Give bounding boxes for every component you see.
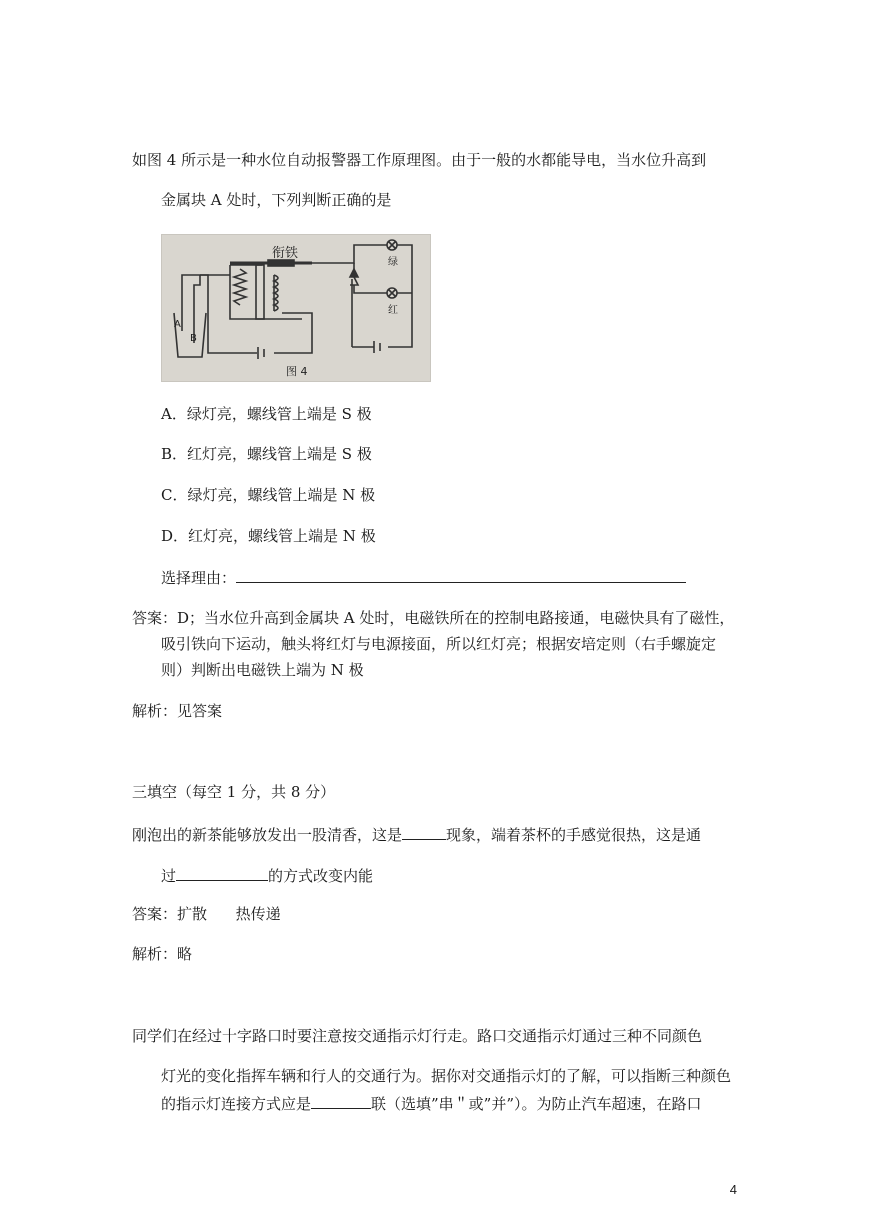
reason-blank[interactable] <box>236 566 686 583</box>
q3-line2: 灯光的变化指挥车辆和行人的交通行为。据你对交通指示灯的了解，可以指断三种颜色 <box>161 1067 732 1085</box>
q1-answer-line3: 则）判断出电磁铁上端为 N 极 <box>161 661 364 679</box>
q2-line1 <box>132 823 701 845</box>
label-red: 红 <box>388 305 398 316</box>
q2-line2 <box>161 864 373 886</box>
label-a: A <box>174 319 181 330</box>
q2-blank-2[interactable] <box>176 864 268 881</box>
q2-analysis: 解析：略 <box>132 945 193 963</box>
q2-line1-b: 现象，端着茶杯的手感觉很热，这是通 <box>446 826 702 844</box>
label-armature: 衔铁 <box>272 246 299 261</box>
q2-blank-1[interactable] <box>402 823 446 840</box>
q1-answer-line1: 答案：D；当水位升高到金属块 A 处时，电磁铁所在的控制电路接通，电磁快具有了磁性， <box>132 609 735 627</box>
q3-line3-b: 联（选填”串＂或”并”）。为防止汽车超速，在路口 <box>371 1095 702 1113</box>
label-b: B <box>190 333 197 344</box>
q1-analysis: 解析：见答案 <box>132 702 223 720</box>
q2-line1-a: 刚泡出的新茶能够放发出一股清香，这是 <box>132 826 403 844</box>
option-a: A．绿灯亮，螺线管上端是 S 极 <box>161 405 372 423</box>
section-heading: 三填空（每空 1 分，共 8 分） <box>132 783 336 801</box>
q1-stem-line2: 金属块 A 处时，下列判断正确的是 <box>161 191 392 209</box>
q3-line3 <box>161 1092 702 1114</box>
q2-answer: 答案：扩散 热传递 <box>132 905 281 923</box>
q3-line1: 同学们在经过十字路口时要注意按交通指示灯行走。路口交通指示灯通过三种不同颜色 <box>132 1027 703 1045</box>
option-b: B．红灯亮，螺线管上端是 S 极 <box>161 445 372 463</box>
q3-line3-a: 的指示灯连接方式应是 <box>161 1095 312 1113</box>
reason-line <box>161 566 686 588</box>
q2-line2-a: 过 <box>161 867 177 885</box>
q1-answer-line2: 吸引铁向下运动，触头将红灯与电源接面，所以红灯亮；根据安培定则（右手螺旋定 <box>161 635 717 653</box>
page-number: 4 <box>729 1182 737 1197</box>
reason-label: 选择理由： <box>161 569 237 587</box>
label-green: 绿 <box>388 257 398 268</box>
option-c: C．绿灯亮，螺线管上端是 N 极 <box>161 486 376 504</box>
q1-stem-line1: 如图 4 所示是一种水位自动报警器工作原理图。由于一般的水都能导电，当水位升高到 <box>132 151 707 169</box>
circuit-figure <box>161 234 431 382</box>
option-d: D．红灯亮，螺线管上端是 N 极 <box>161 527 376 545</box>
figure-caption: 图 4 <box>286 365 308 378</box>
circuit-diagram <box>162 235 430 381</box>
q2-line2-b: 的方式改变内能 <box>268 867 374 885</box>
q3-blank[interactable] <box>311 1092 371 1109</box>
